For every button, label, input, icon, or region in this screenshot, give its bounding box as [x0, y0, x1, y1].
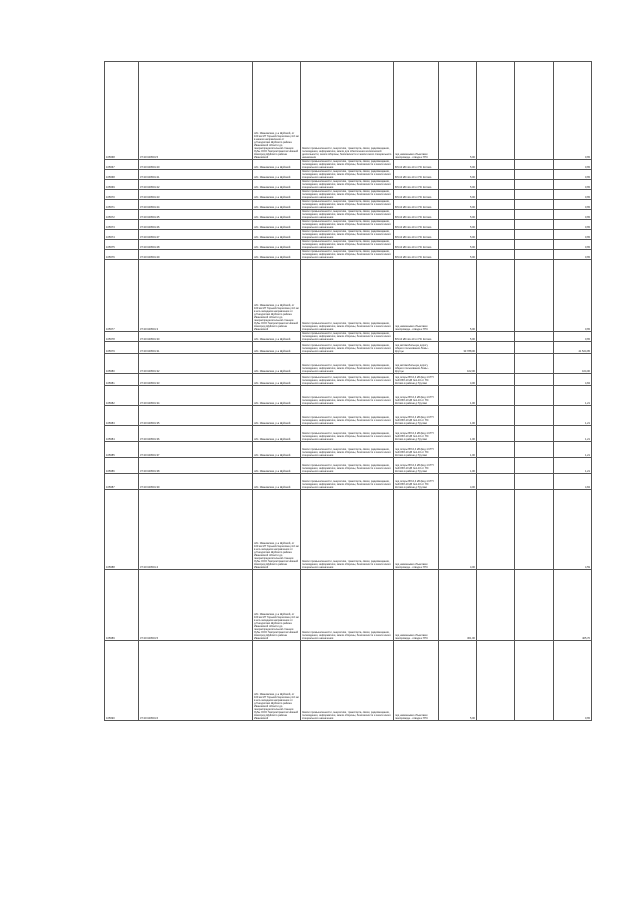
- table-row: [105, 570, 592, 641]
- address: обл. Ивановская, р-н Шуйский: [253, 374, 301, 386]
- permitted-use: под автомобильную дорогу общего пользования Ломы - Крутцы: [394, 354, 439, 374]
- permitted-use: под опоры ВЛ-0,4 кВ фид.1 КТП №43 ВЛ-10 кВ №1-10 от ПС Китово в районе д.Тругово: [394, 458, 439, 474]
- land-category: Земли промышленности, энергетики, транспорта, связи, радиовещания, телевидения, информатики, земли обороны, безопасности и земли иного специального назначения: [301, 210, 394, 220]
- permitted-use: под наземными объектами газопровода - отвода к ГРС: [394, 260, 439, 332]
- land-category: Земли промышленности, энергетики, транспорта, связи, радиовещания, телевидения, информатики, земли обороны, безопасности и земли иного специального назначения: [301, 240, 394, 250]
- cadastral-value: 104,00: [554, 354, 592, 374]
- area-value: 1,00: [439, 458, 477, 474]
- address: обл. Ивановская, р-н Шуйский: [253, 170, 301, 180]
- table-row: [105, 474, 592, 490]
- unit-cell: [515, 332, 554, 342]
- record-number: 105671: [105, 200, 139, 210]
- cadastral-value: 1,21: [554, 458, 592, 474]
- record-number: 105679: [105, 342, 139, 354]
- area-value: 4,00: [439, 374, 477, 386]
- land-category: Земли промышленности, энергетики, транспорта, связи, радиовещания, телевидения, информатики, земли обороны, безопасности и земли иного специального назначения: [301, 490, 394, 570]
- cadastral-number: 37:20:040501:38: [139, 458, 253, 474]
- table-row: [105, 342, 592, 354]
- area-value: 1,00: [439, 426, 477, 442]
- unit-cell: [515, 220, 554, 230]
- table-row: [105, 442, 592, 458]
- permitted-use: ВЛ-10 кВ №1-10 от ПС Китово: [394, 200, 439, 210]
- unit-cell: [515, 62, 554, 160]
- area-value: 4,00: [439, 474, 477, 490]
- table-row: [105, 641, 592, 721]
- table-body: [105, 62, 592, 721]
- unit-cell: [515, 374, 554, 386]
- area-value: 5,00: [439, 250, 477, 260]
- address: обл. Ивановская, р-н Шуйский: [253, 190, 301, 200]
- cadastral-value: 405,70: [554, 570, 592, 641]
- address: обл. Ивановская, р-н Шуйский: [253, 406, 301, 426]
- permitted-use: под наземными объектами газопровода - отвода к ГРС: [394, 641, 439, 721]
- land-category: Земли промышленности, энергетики, транспорта, связи, радиовещания, телевидения, информатики, земли обороны, безопасности и земли иного специального назначения: [301, 406, 394, 426]
- empty-cell: [477, 426, 515, 442]
- land-category: Земли промышленности, энергетики, транспорта, связи, радиовещания, телевидения, информатики, земли обороны, безопасности и земли иного специального назначения: [301, 442, 394, 458]
- table-row: [105, 170, 592, 180]
- unit-cell: [515, 250, 554, 260]
- unit-cell: [515, 406, 554, 426]
- permitted-use: под наземными объектами газопровода - отвода к ГРС: [394, 62, 439, 160]
- permitted-use: под опоры ВЛ-0,4 кВ фид.1 КТП №43 ВЛ-10 кВ №1-10 от ПС Китово в районе д.Тругово: [394, 474, 439, 490]
- cadastral-value: 4,84: [554, 474, 592, 490]
- record-number: 105685: [105, 442, 139, 458]
- record-number: 105673: [105, 220, 139, 230]
- land-category: Земли промышленности, энергетики, транспорта, связи, радиовещания, телевидения, информатики, земли обороны, безопасности и земли иного специального назначения: [301, 180, 394, 190]
- cadastral-number: 37:20:040501:32: [139, 354, 253, 374]
- address: обл. Ивановская, р-н Шуйский, от 100 км МГ Горький-Череповец 4-0 км в юго-западном направлении от д.Гнездилово Шуйского района Ивановской области до газораспределительной станции Зубы ООО Газпромтрансгаз Нижний Новгород Шуйского района Ивановской: [253, 570, 301, 641]
- cadastral-value: 0,65: [554, 260, 592, 332]
- land-category: Земли промышленности, энергетики, транспорта, связи, радиовещания, телевидения, информатики, земли обороны, безопасности и земли иного специального назначения: [301, 374, 394, 386]
- permitted-use: под наземными объектами газопровода - отвода к ГРС: [394, 490, 439, 570]
- area-value: 102,00: [439, 354, 477, 374]
- unit-cell: [515, 230, 554, 240]
- area-value: 5,00: [439, 170, 477, 180]
- table-row: [105, 458, 592, 474]
- land-category: Земли промышленности, энергетики, транспорта, связи, радиовещания, телевидения, информатики, земли обороны, безопасности и земли иного специального назначения: [301, 230, 394, 240]
- area-value: 5,00: [439, 240, 477, 250]
- cadastral-number: 37:20:040501:31: [139, 342, 253, 354]
- record-number: 105672: [105, 210, 139, 220]
- empty-cell: [477, 641, 515, 721]
- unit-cell: [515, 474, 554, 490]
- permitted-use: под опоры ВЛ-0,4 кВ фид.1 КТП №43 ВЛ-10 кВ №1-10 от ПС Китово в районе д.Тругово: [394, 374, 439, 386]
- empty-cell: [477, 170, 515, 180]
- table-row: [105, 200, 592, 210]
- cadastral-number: 37:20:040501:22: [139, 180, 253, 190]
- empty-cell: [477, 240, 515, 250]
- record-number: 105688: [105, 490, 139, 570]
- cadastral-value: 0,65: [554, 230, 592, 240]
- record-number: 105676: [105, 250, 139, 260]
- table-row: [105, 240, 592, 250]
- table-row: [105, 426, 592, 442]
- land-category: Земли промышленности, энергетики, транспорта, связи, радиовещания, телевидения, информатики, земли для обеспечения космической деятельности, земли обороны, безопасности и земли иного специального назначения: [301, 62, 394, 160]
- cadastral-number: 37:20:040501:6: [139, 641, 253, 721]
- address: обл. Ивановская, р-н Шуйский: [253, 386, 301, 406]
- unit-cell: [515, 442, 554, 458]
- empty-cell: [477, 180, 515, 190]
- cadastral-value: 4,84: [554, 374, 592, 386]
- record-number: 105668: [105, 170, 139, 180]
- permitted-use: ВЛ-10 кВ №1-10 от ПС Китово: [394, 220, 439, 230]
- permitted-use: под опоры ВЛ-0,4 кВ фид.1 КТП №43 ВЛ-10 кВ №1-10 от ПС Китово в районе д.Тругово: [394, 426, 439, 442]
- cadastral-value: 0,65: [554, 220, 592, 230]
- area-value: 1,00: [439, 386, 477, 406]
- land-category: Земли промышленности, энергетики, транспорта, связи, радиовещания, телевидения, информатики, земли обороны, безопасности и земли иного специального назначения: [301, 458, 394, 474]
- area-value: 5,00: [439, 190, 477, 200]
- cadastral-number: 37:20:040501:30: [139, 332, 253, 342]
- unit-cell: [515, 386, 554, 406]
- area-value: 5,00: [439, 230, 477, 240]
- empty-cell: [477, 200, 515, 210]
- cadastral-value: 0,65: [554, 332, 592, 342]
- land-category: Земли промышленности, энергетики, транспорта, связи, радиовещания, телевидения, информатики, земли обороны, безопасности и земли иного специального назначения: [301, 170, 394, 180]
- address: обл. Ивановская, р-н Шуйский, от 100 км МГ Горький-Череповец 4-0 км в юго-западном направлении от д.Гнездилово Шуйского района Ивановской области до газораспределительной станции Зубы ООО Газпромтрансгаз Нижний Новгород Шуйского района Ивановской: [253, 490, 301, 570]
- address: обл. Ивановская, р-н Шуйский: [253, 230, 301, 240]
- address: обл. Ивановская, р-н Шуйский, от 100 км МГ Горький-Череповец 4-0 км в юго-западном направлении от д.Гнездилово Шуйского района Ивановской области до газораспределительной станции Зубы ООО Газпромтрансгаз Нижний Новгород Шуйского района Ивановской: [253, 260, 301, 332]
- table-row: [105, 406, 592, 426]
- record-number: 105675: [105, 240, 139, 250]
- table-row: [105, 332, 592, 342]
- area-value: 33 788,00: [439, 342, 477, 354]
- table-row: [105, 490, 592, 570]
- permitted-use: под опоры ВЛ-0,4 кВ фид.1 КТП №43 ВЛ-10 кВ №1-10 от ПС Китово в районе д.Тругово: [394, 406, 439, 426]
- table-row: [105, 190, 592, 200]
- table-row: [105, 374, 592, 386]
- table-row: [105, 260, 592, 332]
- land-category: Земли промышленности, энергетики, транспорта, связи, радиовещания, телевидения, информатики, земли обороны, безопасности и земли иного специального назначения: [301, 386, 394, 406]
- empty-cell: [477, 374, 515, 386]
- unit-cell: [515, 200, 554, 210]
- unit-cell: [515, 354, 554, 374]
- empty-cell: [477, 220, 515, 230]
- area-value: 5,00: [439, 62, 477, 160]
- cadastral-value: 0,65: [554, 170, 592, 180]
- cadastral-value: 0,65: [554, 180, 592, 190]
- unit-cell: [515, 190, 554, 200]
- unit-cell: [515, 160, 554, 170]
- permitted-use: под опоры ВЛ-0,4 кВ фид.1 КТП №43 ВЛ-10 кВ №1-10 от ПС Китово в районе д.Тругово: [394, 386, 439, 406]
- table-row: [105, 62, 592, 160]
- address: обл. Ивановская, р-н Шуйский: [253, 180, 301, 190]
- empty-cell: [477, 354, 515, 374]
- record-number: 105689: [105, 570, 139, 641]
- address: обл. Ивановская, р-н Шуйский: [253, 250, 301, 260]
- record-number: 105667: [105, 160, 139, 170]
- empty-cell: [477, 210, 515, 220]
- land-plot-table: [104, 61, 592, 721]
- empty-cell: [477, 406, 515, 426]
- cadastral-number: 37:20:040501:35: [139, 406, 253, 426]
- permitted-use: ВЛ-10 кВ №1-10 от ПС Китово: [394, 160, 439, 170]
- permitted-use: ВЛ-10 кВ №1-10 от ПС Китово: [394, 180, 439, 190]
- table-row: [105, 250, 592, 260]
- cadastral-value: 0,65: [554, 210, 592, 220]
- address: обл. Ивановская, р-н Шуйский: [253, 240, 301, 250]
- unit-cell: [515, 641, 554, 721]
- empty-cell: [477, 570, 515, 641]
- cadastral-number: 37:20:040501:33: [139, 374, 253, 386]
- empty-cell: [477, 332, 515, 342]
- unit-cell: [515, 342, 554, 354]
- address: обл. Ивановская, р-н Шуйский: [253, 354, 301, 374]
- area-value: 5,00: [439, 160, 477, 170]
- address: обл. Ивановская, р-н Шуйский, от 100 км МГ Горький-Череповец 4-0 км в южном направлении от д.Гнездилово Шуйского района Ивановской области до газораспределительной станции Зубы ООО Газпромтрансгаз Нижний Новгород Шуйского района Ивановской: [253, 62, 301, 160]
- unit-cell: [515, 170, 554, 180]
- cadastral-number: 37:20:040501:5: [139, 570, 253, 641]
- empty-cell: [477, 260, 515, 332]
- permitted-use: ВЛ-10 кВ №1-10 от ПС Китово: [394, 170, 439, 180]
- table-row: [105, 180, 592, 190]
- table-row: [105, 160, 592, 170]
- permitted-use: под опоры ВЛ-0,4 кВ фид.1 КТП №43 ВЛ-10 кВ №1-10 от ПС Китово в районе д.Тругово: [394, 442, 439, 458]
- cadastral-number: 37:20:040501:27: [139, 230, 253, 240]
- cadastral-value: 0,65: [554, 641, 592, 721]
- cadastral-number: 37:20:040501:24: [139, 200, 253, 210]
- record-number: 105669: [105, 180, 139, 190]
- record-number: 105677: [105, 260, 139, 332]
- cadastral-value: 0,65: [554, 250, 592, 260]
- land-category: Земли промышленности, энергетики, транспорта, связи, радиовещания, телевидения, информатики, земли обороны, безопасности и земли иного специального назначения: [301, 426, 394, 442]
- land-category: Земли промышленности, энергетики, транспорта, связи, радиовещания, телевидения, информатики, земли обороны, безопасности и земли иного специального назначения: [301, 342, 394, 354]
- empty-cell: [477, 250, 515, 260]
- land-category: Земли промышленности, энергетики, транспорта, связи, радиовещания, телевидения, информатики, земли обороны, безопасности и земли иного специального назначения: [301, 250, 394, 260]
- land-category: Земли промышленности, энергетики, транспорта, связи, радиовещания, телевидения, информатики, земли обороны, безопасности и земли иного специального назначения: [301, 200, 394, 210]
- table-row: [105, 230, 592, 240]
- record-number: 105686: [105, 458, 139, 474]
- area-value: 5,00: [439, 641, 477, 721]
- land-category: Земли промышленности, энергетики, транспорта, связи, радиовещания, телевидения, информатики, земли обороны, безопасности и земли иного специального назначения: [301, 160, 394, 170]
- table-row: [105, 354, 592, 374]
- cadastral-number: 37:20:040501:3: [139, 260, 253, 332]
- empty-cell: [477, 490, 515, 570]
- unit-cell: [515, 260, 554, 332]
- record-number: 105687: [105, 474, 139, 490]
- address: обл. Ивановская, р-н Шуйский: [253, 210, 301, 220]
- cadastral-number: 37:20:040501:21: [139, 170, 253, 180]
- permitted-use: под автомобильную дорогу общего пользования Ломы - Крутцы: [394, 342, 439, 354]
- unit-cell: [515, 180, 554, 190]
- address: обл. Ивановская, р-н Шуйский: [253, 332, 301, 342]
- cadastral-value: 0,65: [554, 62, 592, 160]
- cadastral-number: 37:20:040501:34: [139, 386, 253, 406]
- cadastral-number: 37:20:040501:28: [139, 240, 253, 250]
- land-category: Земли промышленности, энергетики, транспорта, связи, радиовещания, телевидения, информатики, земли обороны, безопасности и земли иного специального назначения: [301, 260, 394, 332]
- cadastral-value: 0,65: [554, 160, 592, 170]
- empty-cell: [477, 442, 515, 458]
- unit-cell: [515, 570, 554, 641]
- land-category: Земли промышленности, энергетики, транспорта, связи, радиовещания, телевидения, информатики, земли обороны, безопасности и земли иного специального назначения: [301, 220, 394, 230]
- land-category: Земли промышленности, энергетики, транспорта, связи, радиовещания, телевидения, информатики, земли обороны, безопасности и земли иного специального назначения: [301, 474, 394, 490]
- cadastral-number: 37:20:040501:4: [139, 490, 253, 570]
- unit-cell: [515, 210, 554, 220]
- permitted-use: ВЛ-10 кВ №1-10 от ПС Китово: [394, 250, 439, 260]
- permitted-use: ВЛ-10 кВ №1-10 от ПС Китово: [394, 240, 439, 250]
- area-value: 301,00: [439, 570, 477, 641]
- address: обл. Ивановская, р-н Шуйский: [253, 220, 301, 230]
- cadastral-value: 41 524,95: [554, 342, 592, 354]
- cadastral-value: 1,21: [554, 386, 592, 406]
- address: обл. Ивановская, р-н Шуйский: [253, 442, 301, 458]
- address: обл. Ивановская, р-н Шуйский: [253, 200, 301, 210]
- area-value: 5,00: [439, 332, 477, 342]
- area-value: 5,00: [439, 260, 477, 332]
- register-page: [104, 61, 592, 721]
- cadastral-value: 0,65: [554, 240, 592, 250]
- record-number: 105690: [105, 641, 139, 721]
- address: обл. Ивановская, р-н Шуйский: [253, 474, 301, 490]
- area-value: 5,00: [439, 200, 477, 210]
- cadastral-number: 37:20:040501:26: [139, 220, 253, 230]
- cadastral-value: 1,21: [554, 406, 592, 426]
- cadastral-value: 0,65: [554, 200, 592, 210]
- record-number: 105670: [105, 190, 139, 200]
- unit-cell: [515, 458, 554, 474]
- table-row: [105, 386, 592, 406]
- unit-cell: [515, 490, 554, 570]
- empty-cell: [477, 160, 515, 170]
- record-number: 105674: [105, 230, 139, 240]
- permitted-use: под наземными объектами газопровода - отвода к ГРС: [394, 570, 439, 641]
- area-value: 1,00: [439, 406, 477, 426]
- area-value: 1,00: [439, 442, 477, 458]
- permitted-use: ВЛ-10 кВ №1-10 от ПС Китово: [394, 210, 439, 220]
- area-value: 5,00: [439, 180, 477, 190]
- land-category: Земли промышленности, энергетики, транспорта, связи, радиовещания, телевидения, информатики, земли обороны, безопасности и земли иного специального назначения: [301, 332, 394, 342]
- area-value: 4,00: [439, 490, 477, 570]
- empty-cell: [477, 474, 515, 490]
- empty-cell: [477, 342, 515, 354]
- empty-cell: [477, 386, 515, 406]
- land-category: Земли промышленности, энергетики, транспорта, связи, радиовещания, телевидения, информатики, земли обороны, безопасности и земли иного специального назначения: [301, 570, 394, 641]
- address: обл. Ивановская, р-н Шуйский: [253, 426, 301, 442]
- address: обл. Ивановская, р-н Шуйский: [253, 458, 301, 474]
- empty-cell: [477, 458, 515, 474]
- cadastral-value: 1,21: [554, 442, 592, 458]
- record-number: 105678: [105, 332, 139, 342]
- address: обл. Ивановская, р-н Шуйский: [253, 342, 301, 354]
- cadastral-number: 37:20:040501:20: [139, 160, 253, 170]
- address: обл. Ивановская, р-н Шуйский, от 100 км МГ Горький-Череповец 4-0 км в юго-западном направлении от д.Гнездилово Шуйского района Ивановской области до газораспределительной станции Зубы ООО Газпромтрансгаз Нижний Новгород Шуйского района Ивановской: [253, 641, 301, 721]
- address: обл. Ивановская, р-н Шуйский: [253, 160, 301, 170]
- cadastral-value: 1,21: [554, 426, 592, 442]
- land-category: Земли промышленности, энергетики, транспорта, связи, радиовещания, телевидения, информатики, земли обороны, безопасности и земли иного специального назначения: [301, 190, 394, 200]
- unit-cell: [515, 426, 554, 442]
- cadastral-number: 37:20:040501:37: [139, 442, 253, 458]
- cadastral-number: 37:20:040501:29: [139, 250, 253, 260]
- record-number: 105680: [105, 354, 139, 374]
- empty-cell: [477, 230, 515, 240]
- table-row: [105, 220, 592, 230]
- cadastral-number: 37:20:040501:36: [139, 426, 253, 442]
- cadastral-number: 37:20:040501:5: [139, 62, 253, 160]
- record-number: 105668: [105, 62, 139, 160]
- area-value: 5,00: [439, 210, 477, 220]
- record-number: 105681: [105, 374, 139, 386]
- record-number: 105684: [105, 426, 139, 442]
- cadastral-number: 37:20:040501:39: [139, 474, 253, 490]
- permitted-use: ВЛ-10 кВ №1-10 от ПС Китово: [394, 190, 439, 200]
- table-row: [105, 210, 592, 220]
- cadastral-number: 37:20:040501:25: [139, 210, 253, 220]
- permitted-use: ВЛ-10 кВ №1-10 от ПС Китово: [394, 230, 439, 240]
- cadastral-value: 0,65: [554, 190, 592, 200]
- permitted-use: ВЛ-10 кВ №1-10 от ПС Китово: [394, 332, 439, 342]
- unit-cell: [515, 240, 554, 250]
- empty-cell: [477, 190, 515, 200]
- cadastral-value: 4,59: [554, 490, 592, 570]
- record-number: 105682: [105, 386, 139, 406]
- empty-cell: [477, 62, 515, 160]
- cadastral-number: 37:20:040501:23: [139, 190, 253, 200]
- record-number: 105683: [105, 406, 139, 426]
- area-value: 5,00: [439, 220, 477, 230]
- land-category: Земли промышленности, энергетики, транспорта, связи, радиовещания, телевидения, информатики, земли обороны, безопасности и земли иного специального назначения: [301, 354, 394, 374]
- land-category: Земли промышленности, энергетики, транспорта, связи, радиовещания, телевидения, информатики, земли обороны, безопасности и земли иного специального назначения: [301, 641, 394, 721]
